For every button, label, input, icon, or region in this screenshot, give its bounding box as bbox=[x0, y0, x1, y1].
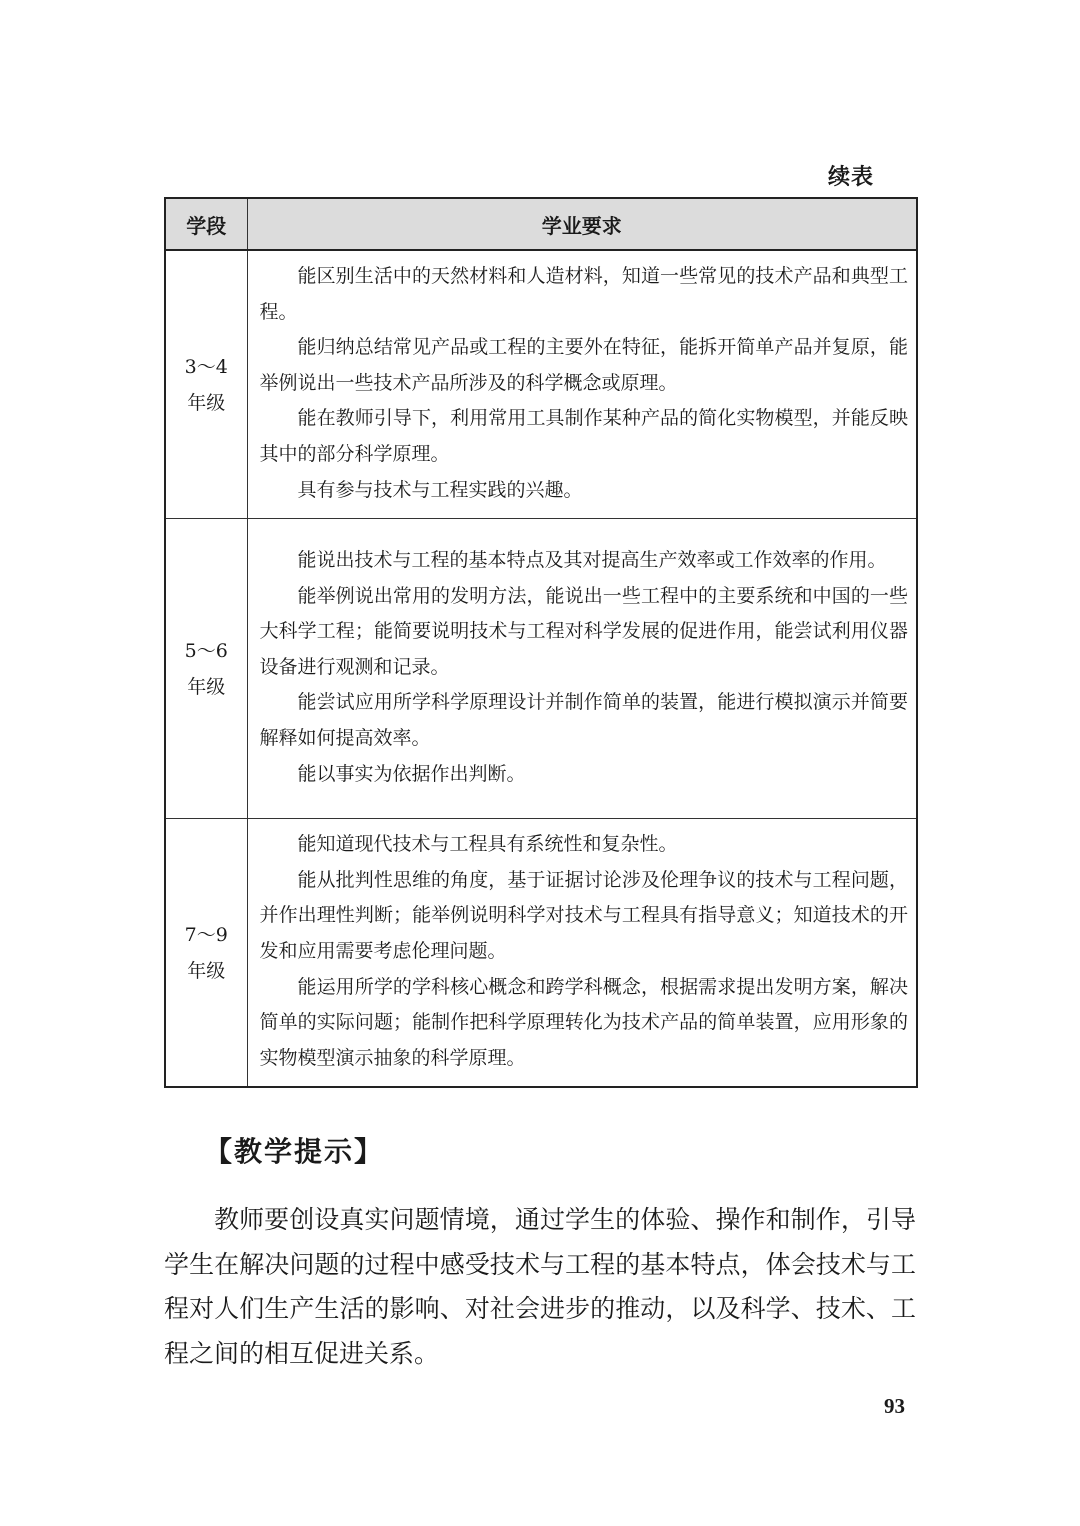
teaching-tips-heading: 【教学提示】 bbox=[204, 1135, 385, 1168]
stage-unit: 年级 bbox=[187, 959, 226, 982]
stage-unit: 年级 bbox=[187, 391, 226, 414]
requirement-paragraph: 能以事实为依据作出判断。 bbox=[297, 762, 526, 785]
stage-unit: 年级 bbox=[187, 675, 226, 698]
requirement-paragraph: 能区别生活中的天然材料和人造材料，知道一些常见的技术产品和典型工程。 bbox=[259, 265, 908, 323]
page-number: 93 bbox=[884, 1394, 905, 1418]
requirement-paragraph: 能尝试应用所学科学原理设计并制作简单的装置，能进行模拟演示并简要解释如何提高效率。 bbox=[259, 691, 908, 750]
stage-cell bbox=[165, 250, 247, 519]
requirement-paragraph: 能举例说出常用的发明方法，能说出一些工程中的主要系统和中国的一些大科学工程；能简要说明技术与工程对科学发展的促进作用，能尝试利用仪器设备进行观测和记录。 bbox=[259, 584, 908, 678]
header-requirement: 学业要求 bbox=[247, 198, 917, 250]
requirement-paragraph: 能运用所学的学科核心概念和跨学科概念，根据需求提出发明方案，解决简单的实际问题；能制作把科学原理转化为技术产品的简单装置，应用形象的实物模型演示抽象的科学原理。 bbox=[259, 975, 908, 1069]
requirement-paragraph: 能说出技术与工程的基本特点及其对提高生产效率或工作效率的作用。 bbox=[297, 549, 887, 572]
table-row bbox=[165, 519, 917, 819]
table-row bbox=[165, 250, 917, 519]
requirement-paragraph: 具有参与技术与工程实践的兴趣。 bbox=[297, 478, 583, 501]
requirement-paragraph: 能在教师引导下，利用常用工具制作某种产品的简化实物模型，并能反映其中的部分科学原理。 bbox=[259, 407, 908, 465]
stage-cell bbox=[165, 819, 247, 1088]
header-stage: 学段 bbox=[165, 198, 247, 250]
requirement-paragraph: 能知道现代技术与工程具有系统性和复杂性。 bbox=[297, 833, 678, 856]
continued-table-label: 续表 bbox=[827, 165, 874, 190]
table-row bbox=[165, 819, 917, 1088]
requirement-cell bbox=[247, 250, 917, 519]
stage-range: 7～9 bbox=[184, 923, 228, 946]
stage-cell bbox=[165, 519, 247, 819]
stage-range: 3～4 bbox=[184, 355, 228, 378]
stage-range: 5～6 bbox=[184, 639, 228, 662]
requirement-paragraph: 能归纳总结常见产品或工程的主要外在特征，能拆开简单产品并复原，能举例说出一些技术产品所涉及的科学概念或原理。 bbox=[259, 336, 908, 394]
table-header-row bbox=[165, 198, 917, 250]
requirement-cell bbox=[247, 519, 917, 819]
requirement-cell bbox=[247, 819, 917, 1088]
requirement-paragraph: 能从批判性思维的角度，基于证据讨论涉及伦理争议的技术与工程问题，并作出理性判断；能举例说明科学对技术与工程具有指导意义；知道技术的开发和应用需要考虑伦理问题。 bbox=[259, 868, 908, 962]
teaching-tips-body: 教师要创设真实问题情境，通过学生的体验、操作和制作，引导学生在解决问题的过程中感受技术与工程的基本特点，体会技术与工程对人们生产生活的影响、对社会进步的推动，以及科学、技术、工程之间的相互促进关系。 bbox=[164, 1205, 916, 1368]
academic-requirements-table bbox=[164, 197, 918, 1088]
